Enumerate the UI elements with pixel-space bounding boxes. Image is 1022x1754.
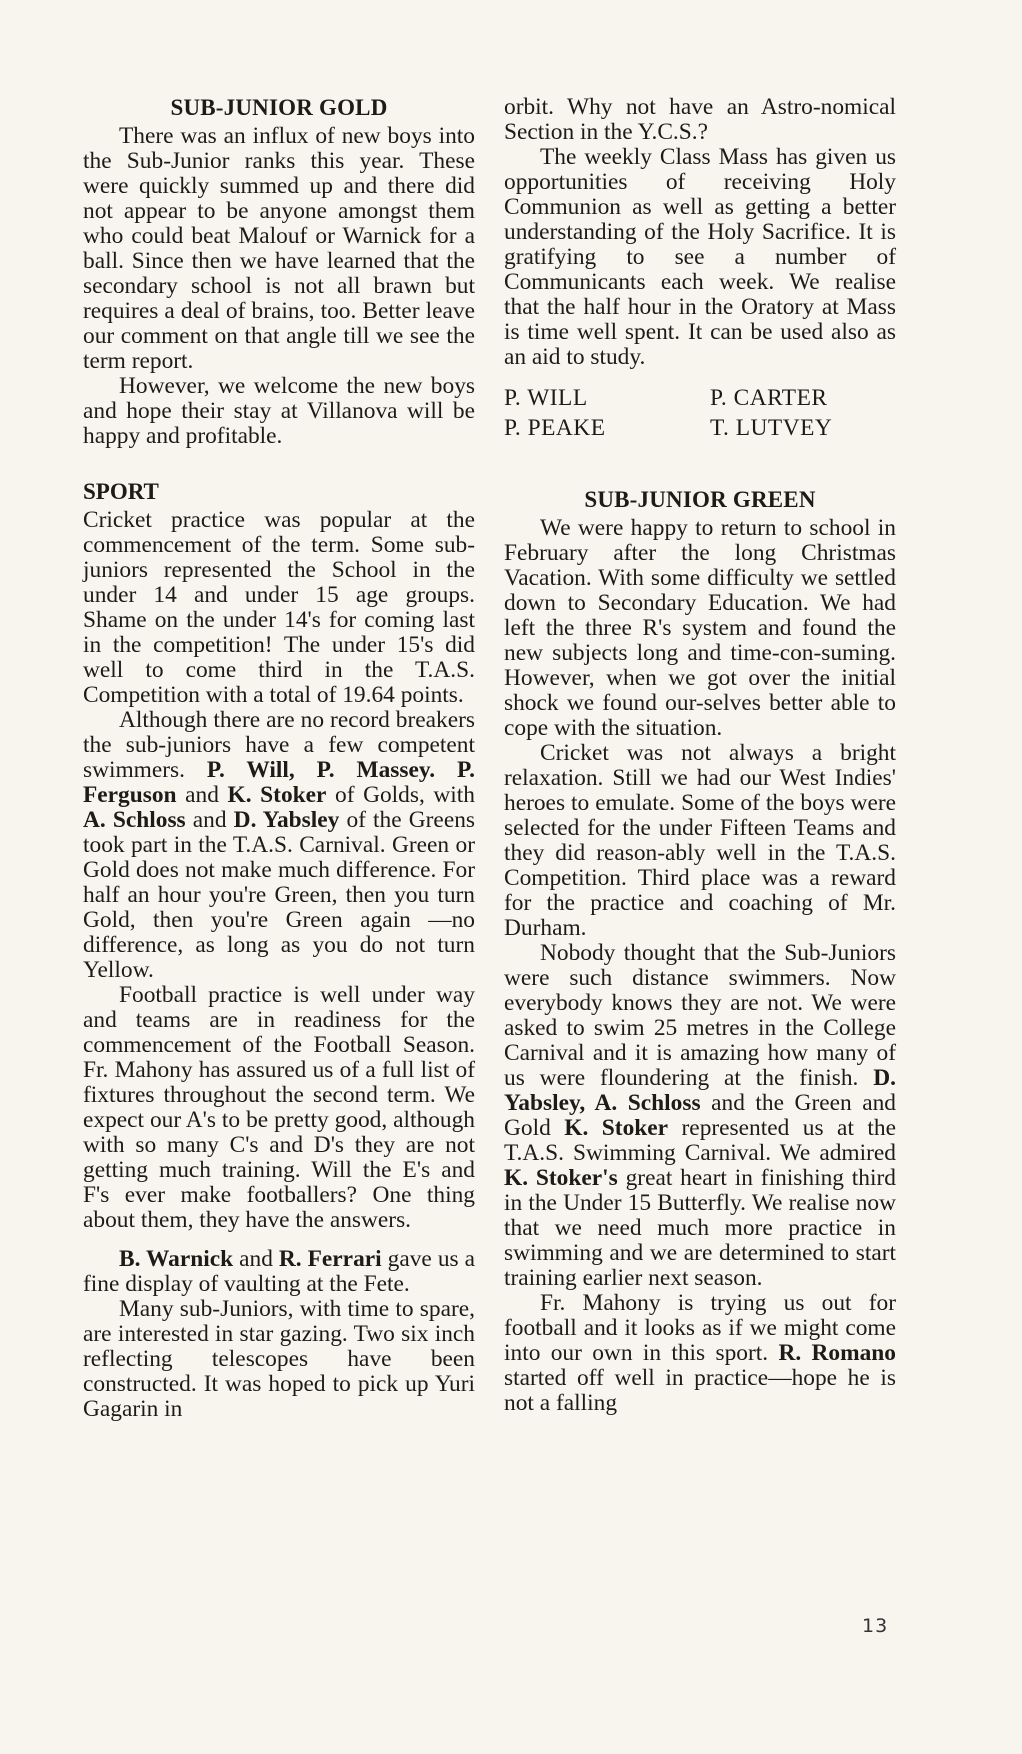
- page-number: 13: [862, 1615, 889, 1637]
- heading-sub-junior-green: SUB-JUNIOR GREEN: [584, 487, 816, 512]
- sport-paragraph-1: Cricket practice was popular at the commencement of the term. Some sub-juniors represented the School in the under 14 and under 15 age groups. Shame on the under 14's for coming last in the competition! The under 15's did well to come third in the T.A.S. Competition with a total of 19.64 points.: [83, 507, 475, 708]
- sport-paragraph-4: B. Warnick and R. Ferrari gave us a fine display of vaulting at the Fete.: [83, 1246, 475, 1297]
- name-stokers: K. Stoker's: [504, 1165, 618, 1191]
- swimmer-names-gold: P. Will, P. Massey. P. Ferguson: [83, 757, 476, 808]
- gold-paragraph-2: However, we welcome the new boys and hope their stay at Villanova will be happy and profitable.: [83, 373, 475, 449]
- signatory-carter: P. CARTER: [710, 385, 828, 411]
- signatory-lutvey: T. LUTVEY: [710, 415, 833, 441]
- green-paragraph-4: Fr. Mahony is trying us out for football and it looks as if we might come into our own in this sport. R. Romano started off well in practice—hope he is not a falling: [504, 1290, 896, 1416]
- swimmer-name-yabsley: D. Yabsley: [233, 807, 340, 833]
- name-stoker: K. Stoker: [564, 1115, 669, 1141]
- green-paragraph-2: Cricket was not always a bright relaxation. Still we had our West Indies' heroes to emulate. Some of the boys were selected for the under Fifteen Teams and they did reason-ably well in the T.A.S. Competition. Third place was a reward for the practice and coaching of Mr. Durham.: [504, 740, 896, 941]
- continued-paragraph-2: The weekly Class Mass has given us opportunities of receiving Holy Communion as well as getting a better understanding of the Holy Sacrifice. It is gratifying to see a number of Communicants each week. We realise that the half hour in the Oratory at Mass is time well spent. It can be used also as an aid to study.: [504, 144, 896, 370]
- green-paragraph-3: Nobody thought that the Sub-Juniors were such distance swimmers. Now everybody knows they are not. We were asked to swim 25 metres in the College Carnival and it is amazing how many of us were floundering at the finish. D. Yabsley, A. Schloss and the Green and Gold K. Stoker represented us at the T.A.S. Swimming Carnival. We admired K. Stoker's great heart in finishing third in the Under 15 Butterfly. We realise now that we need much more practice in swimming and we are determined to start training earlier next season.: [504, 940, 897, 1291]
- names-yabsley-schloss: D. Yabsley, A. Schloss: [504, 1065, 896, 1116]
- swimmer-name-stoker: K. Stoker: [227, 782, 327, 808]
- sport-paragraph-5: Many sub-Juniors, with time to spare, are interested in star gazing. Two six inch reflecting telescopes have been constructed. It was hoped to pick up Yuri Gagarin in: [83, 1296, 475, 1422]
- right-column: [504, 95, 896, 1416]
- swimmer-name-schloss: A. Schloss: [83, 807, 186, 833]
- sport-paragraph-3: Football practice is well under way and teams are in readiness for the commencement of the Football Season. Fr. Mahony has assured us of a full list of fixtures throughout the second term. We expect our A's to be pretty good, although with so many C's and D's they are not getting much training. Will the E's and F's ever make footballers? One thing about them, they have the answers.: [83, 982, 475, 1233]
- gold-paragraph-1: There was an influx of new boys into the Sub-Junior ranks this year. These were quickly summed up and there did not appear to be anyone amongst them who could beat Malouf or Warnick for a ball. Since then we have learned that the secondary school is not all brawn but requires a deal of brains, too. Better leave our comment on that angle till we see the term report.: [83, 123, 475, 374]
- heading-sub-junior-gold: SUB-JUNIOR GOLD: [170, 95, 388, 120]
- signatory-will: P. WILL: [504, 385, 588, 411]
- name-romano: R. Romano: [778, 1340, 896, 1366]
- signatories: [504, 386, 896, 441]
- green-paragraph-1: We were happy to return to school in February after the long Christmas Vacation. With some difficulty we settled down to Secondary Education. We had left the three R's system and found the new subjects long and time-con-suming. However, when we got over the initial shock we found our-selves better able to cope with the situation.: [504, 515, 896, 741]
- heading-sport: SPORT: [83, 479, 159, 504]
- sport-paragraph-2: Although there are no record breakers the sub-juniors have a few competent swimmers. P. Will, P. Massey. P. Ferguson and K. Stoker of Golds, with A. Schloss and D. Yabsley of the Greens took part in the T.A.S. Carnival. Green or Gold does not make much difference. For half an hour you're Green, then you turn Gold, then you're Green again —no difference, as long as you do not turn Yellow.: [83, 707, 476, 983]
- name-ferrari: R. Ferrari: [278, 1246, 382, 1272]
- name-warnick: B. Warnick: [119, 1246, 234, 1272]
- continued-paragraph-1: orbit. Why not have an Astro-nomical Section in the Y.C.S.?: [504, 94, 896, 145]
- signatory-peake: P. PEAKE: [504, 415, 606, 441]
- left-column: [83, 95, 475, 1422]
